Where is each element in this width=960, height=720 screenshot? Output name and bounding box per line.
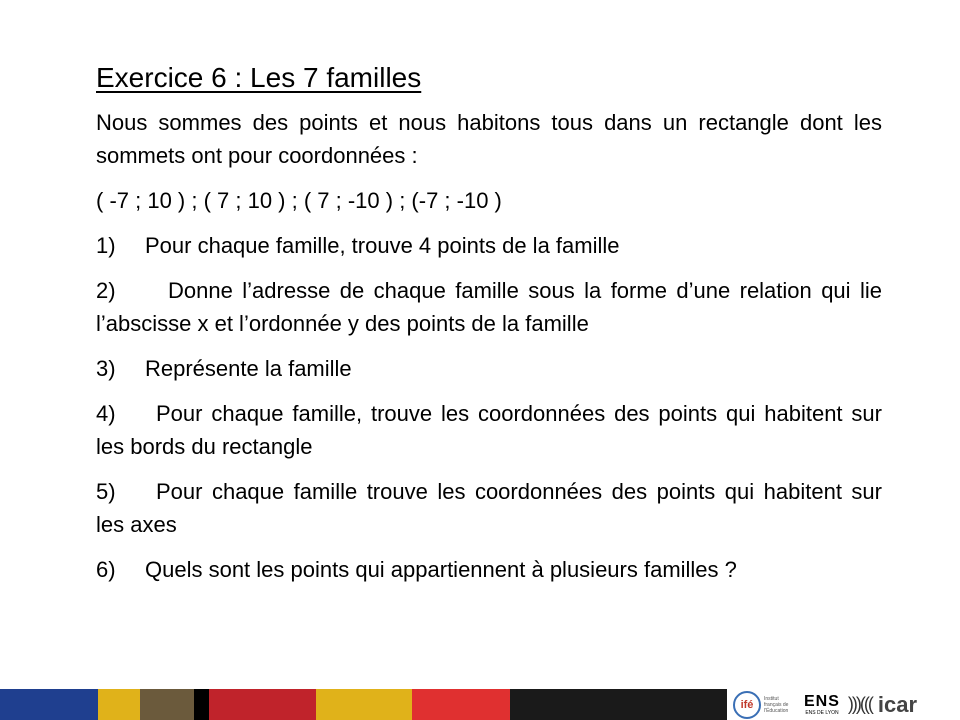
footer-logos bbox=[727, 689, 960, 720]
ens-logo-subtitle: ENS DE LYON bbox=[805, 709, 839, 716]
question-text: Pour chaque famille, trouve 4 points de la famille bbox=[145, 233, 620, 258]
intro-text: Nous sommes des points et nous habitons tous dans un rectangle dont les sommets ont pour coordonnées : bbox=[96, 110, 882, 168]
ens-logo bbox=[804, 694, 840, 716]
question-text: Donne l’adresse de chaque famille sous la forme d’une relation qui lie l’abscisse x et l’ordonnée y des points de la famille bbox=[96, 278, 882, 336]
question-1 bbox=[96, 229, 882, 262]
footer-segment bbox=[510, 689, 727, 720]
question-number: 6) bbox=[96, 557, 116, 582]
question-number: 3) bbox=[96, 356, 116, 381]
question-number: 5) bbox=[96, 479, 116, 504]
slide-content bbox=[96, 58, 882, 598]
slide-title: Exercice 6 : Les 7 familles bbox=[96, 62, 422, 93]
question-text: Pour chaque famille trouve les coordonnées des points qui habitent sur les axes bbox=[96, 479, 882, 537]
question-2 bbox=[96, 274, 882, 340]
question-number: 1) bbox=[96, 233, 116, 258]
question-text: Pour chaque famille, trouve les coordonnées des points qui habitent sur les bords du rectangle bbox=[96, 401, 882, 459]
footer-segment bbox=[412, 689, 510, 720]
footer-segment bbox=[316, 689, 412, 720]
footer-segment bbox=[0, 689, 98, 720]
question-5 bbox=[96, 475, 882, 541]
icar-logo: icar bbox=[877, 691, 918, 717]
question-text: Quels sont les points qui appartiennent à plusieurs familles ? bbox=[145, 557, 737, 582]
question-text: Représente la famille bbox=[145, 356, 352, 381]
ife-logo: ifé bbox=[733, 691, 761, 719]
footer-segment bbox=[209, 689, 316, 720]
footer-segment bbox=[140, 689, 194, 720]
ife-logo-subtitle: Institut français de l'Éducation bbox=[764, 695, 789, 714]
footer-segment bbox=[98, 689, 140, 720]
question-number: 2) bbox=[96, 278, 116, 303]
question-6 bbox=[96, 553, 882, 586]
footer-segment bbox=[194, 689, 209, 720]
question-3 bbox=[96, 352, 882, 385]
coordinates-text: ( -7 ; 10 ) ; ( 7 ; 10 ) ; ( 7 ; -10 ) ; (-7 ; -10 ) bbox=[96, 188, 502, 213]
icar-waves-icon: )))((( bbox=[847, 694, 872, 714]
question-number: 4) bbox=[96, 401, 116, 426]
ens-logo-mark: ENS bbox=[804, 692, 840, 710]
question-4 bbox=[96, 397, 882, 463]
